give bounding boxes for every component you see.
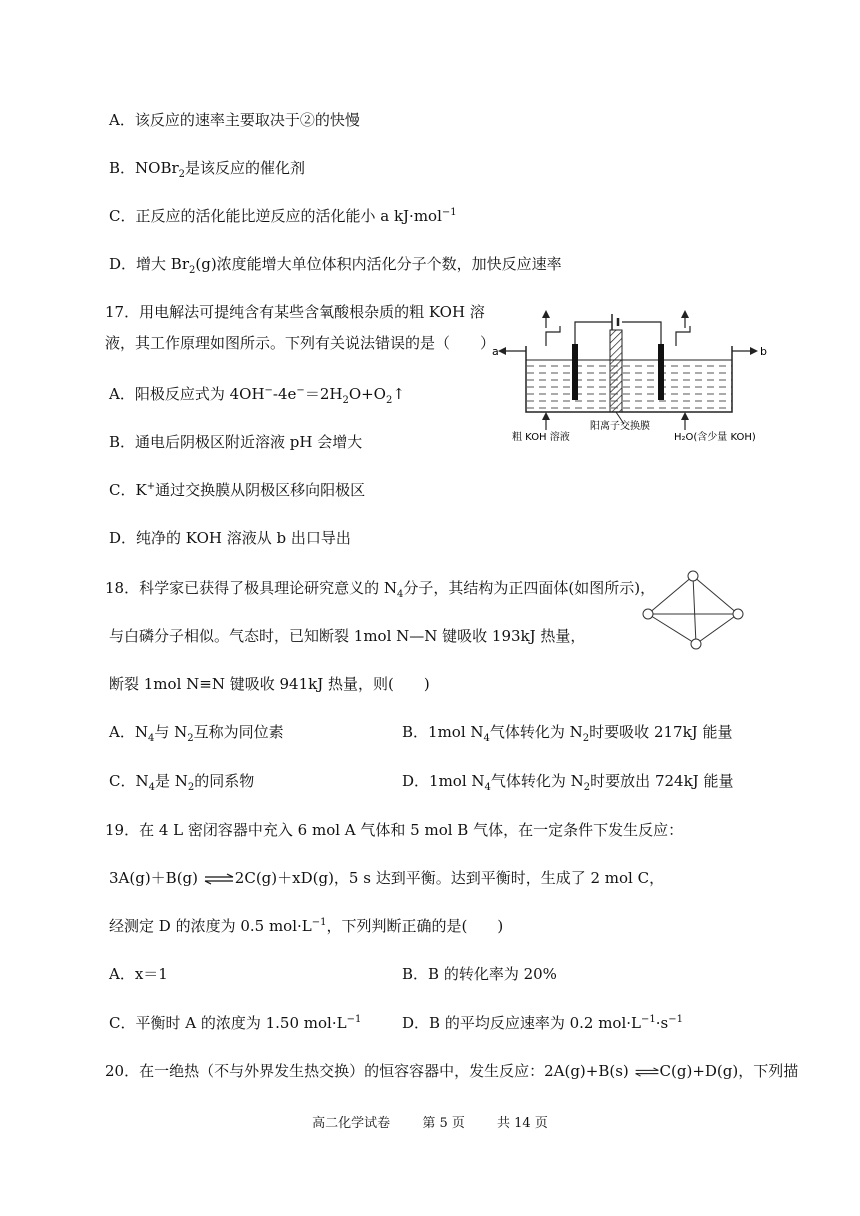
n4-tetrahedron-diagram: [640, 568, 746, 652]
q18-stem-line1: 18．科学家已获得了极具理论研究意义的 $N_4$分子，其结构为正四面体(如图所示)，: [105, 579, 656, 600]
q18-stem-line3: 断裂 1mol N≡N 键吸收 941kJ 热量，则( ): [109, 675, 430, 693]
q19-stem-line1: 19．在 4 L 密闭容器中充入 6 mol A 气体和 5 mol B 气体，在一定条件下发生反应：: [105, 821, 684, 839]
q17-stem-line2: 液，其工作原理如图所示。下列有关说法错误的是（ ）: [105, 334, 496, 352]
q19-option-b: B．B 的转化率为 20%: [402, 965, 557, 983]
electrolysis-cell-diagram: [490, 300, 780, 450]
q18-option-a: A．$N_4$与 $N_2$互称为同位素: [109, 723, 284, 744]
q17-option-a: A．阳极反应式为 $4OH^--4e^-=2H_2O+O_2↑$: [109, 385, 405, 406]
q16-option-c: C．正反应的活化能比逆反应的活化能小 a kJ·mol$^{-1}$: [109, 207, 457, 225]
q16-option-d: D．增大 $Br_2(g)$浓度能增大单位体积内活化分子个数，加快反应速率: [109, 255, 562, 276]
q16-option-b: B．NOBr$_2$是该反应的催化剂: [109, 159, 306, 180]
atom-top-icon: [688, 571, 698, 581]
inlet-right-label: H₂O(含少量 KOH): [674, 432, 756, 443]
q19-option-d: D．B 的平均反应速率为 0.2 $mol\cdot L^{-1}\cdot s^{-1}$: [402, 1014, 683, 1032]
atom-bottom-icon: [691, 639, 701, 649]
q19-stem-line2: 3A(g)＋B(g) 2C(g)＋xD(g)，5 s 达到平衡。达到平衡时，生成了 2 mol C，: [109, 869, 665, 887]
footer-total: 共 14 页: [497, 1116, 548, 1131]
q18-option-c: C．$N_4$是 $N_2$的同系物: [109, 772, 255, 793]
q17-option-d: D．纯净的 KOH 溶液从 b 出口导出: [109, 529, 351, 547]
q18-option-b: B．1mol $N_4$气体转化为 $N_2$时要吸收 217kJ 能量: [402, 723, 733, 744]
q18-stem-line2: 与白磷分子相似。气态时，已知断裂 1mol N—N 键吸收 193kJ 热量，: [109, 627, 586, 645]
equilibrium-arrow-icon: [203, 873, 235, 885]
q19-stem-line3: 经测定 D 的浓度为 0.5 $mol\cdot L^{-1}$，下列判断正确的是( ): [109, 917, 504, 935]
atom-right-icon: [733, 609, 743, 619]
outlet-b-label: b: [760, 345, 767, 358]
atom-left-icon: [643, 609, 653, 619]
footer-title: 高二化学试卷: [312, 1116, 391, 1131]
equilibrium-arrow-icon: [634, 1066, 660, 1078]
footer-page: 第 5 页: [422, 1116, 465, 1131]
q18-option-d: D．1mol $N_4$气体转化为 $N_2$时要放出 724kJ 能量: [402, 772, 734, 793]
q16-option-a: A．该反应的速率主要取决于②的快慢: [109, 111, 360, 129]
membrane-label: 阳离子交换膜: [590, 421, 650, 432]
outlet-a-label: a: [492, 345, 499, 358]
q19-option-c: C．平衡时 A 的浓度为 1.50 $mol\cdot L^{-1}$: [109, 1014, 362, 1032]
q17-stem-line1: 17．用电解法可提纯含有某些含氧酸根杂质的粗 KOH 溶: [105, 303, 485, 321]
inlet-left-label: 粗 KOH 溶液: [512, 432, 570, 443]
q19-option-a: A．x＝1: [109, 965, 168, 983]
q17-option-c: C．K+通过交换膜从阴极区移向阳极区: [109, 481, 366, 499]
q17-option-b: B．通电后阴极区附近溶液 pH 会增大: [109, 433, 363, 451]
q20-stem-line1: 20．在一绝热（不与外界发生热交换）的恒容容器中，发生反应：2A(g)+B(s) C(g)+D(g)，下列描: [105, 1062, 799, 1080]
page-footer: [0, 1112, 860, 1131]
